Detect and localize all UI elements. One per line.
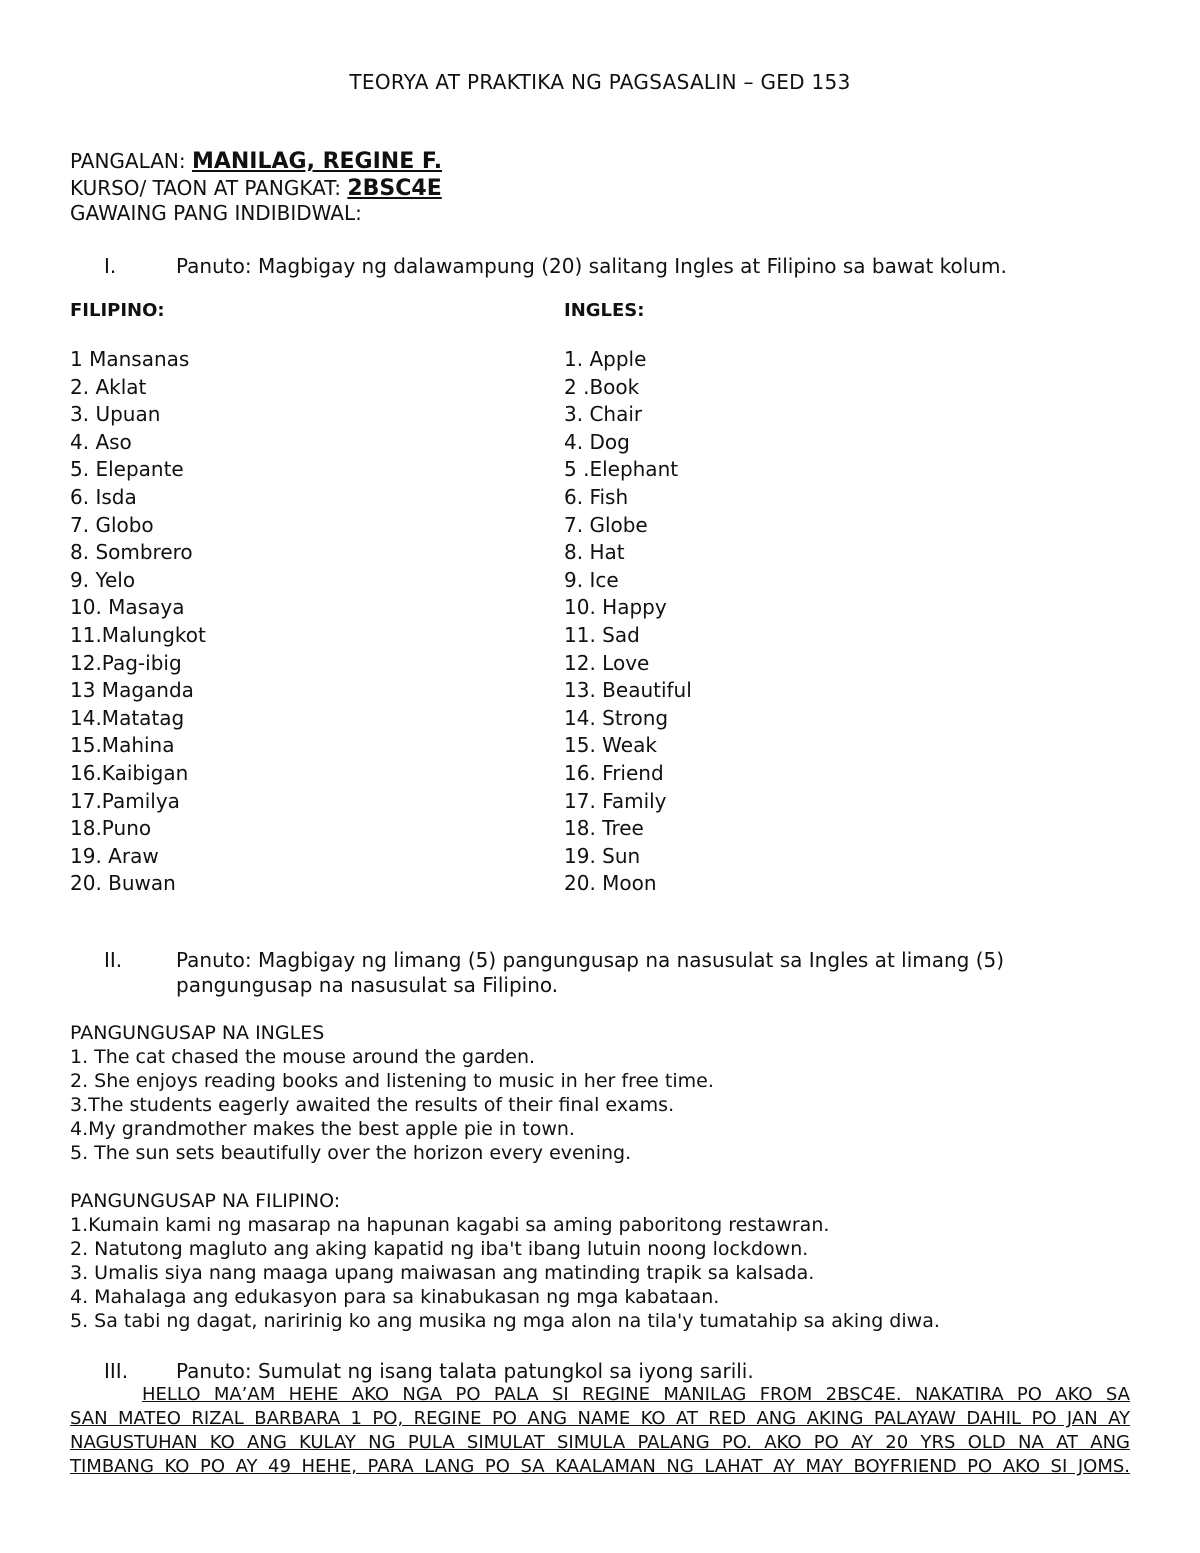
filipino-word-item: 20. Buwan	[70, 871, 176, 896]
filipino-word-item: 8. Sombrero	[70, 540, 193, 565]
english-word-item: 9. Ice	[564, 567, 619, 592]
english-sentence: 5. The sun sets beautifully over the horizon every evening.	[70, 1142, 632, 1164]
filipino-word-item: 5. Elepante	[70, 457, 184, 482]
english-word-item: 1. Apple	[564, 347, 647, 371]
filipino-sentence: 5. Sa tabi ng dagat, naririnig ko ang musika ng mga alon na tila'y tumatahip sa aking diwa.	[70, 1310, 940, 1332]
english-word-item: 12. Love	[564, 650, 650, 675]
english-word-list	[564, 346, 692, 898]
english-word-item: 8. Hat	[564, 540, 625, 565]
english-word-item: 16. Friend	[564, 760, 664, 785]
english-sentences-header: PANGUNGUSAP NA INGLES	[70, 1022, 325, 1044]
name-line	[70, 148, 442, 175]
filipino-word-item: 6. Isda	[70, 484, 137, 509]
part2-instruction-line2: pangungusap na nasusulat sa Filipino.	[176, 973, 559, 997]
filipino-sentence: 4. Mahalaga ang edukasyon para sa kinabukasan ng mga kabataan.	[70, 1286, 720, 1308]
filipino-word-item: 7. Globo	[70, 512, 154, 537]
filipino-word-item: 19. Araw	[70, 843, 159, 868]
english-word-item: 15. Weak	[564, 733, 657, 758]
course-value: 2BSC4E	[347, 176, 442, 201]
filipino-sentence: 3. Umalis siya nang maaga upang maiwasan ang matinding trapik sa kalsada.	[70, 1262, 815, 1284]
name-label: PANGALAN:	[70, 149, 186, 173]
english-sentence: 2. She enjoys reading books and listening to music in her free time.	[70, 1070, 714, 1092]
name-value: MANILAG, REGINE F.	[191, 149, 443, 174]
document-title: TEORYA AT PRAKTIKA NG PAGSASALIN – GED 153	[349, 70, 851, 94]
filipino-word-item: 15.Mahina	[70, 733, 175, 758]
filipino-word-item: 16.Kaibigan	[70, 760, 189, 785]
english-sentence: 1. The cat chased the mouse around the garden.	[70, 1046, 536, 1068]
english-word-item: 10. Happy	[564, 595, 667, 620]
english-sentence: 3.The students eagerly awaited the results of their final exams.	[70, 1094, 675, 1116]
english-column-header: INGLES:	[564, 300, 645, 321]
english-word-item: 4. Dog	[564, 429, 630, 454]
activity-label: GAWAING PANG INDIBIDWAL:	[70, 201, 362, 225]
paragraph-line: HELLO MA’AM HEHE AKO NGA PO PALA SI REGINE MANILAG FROM 2BSC4E. NAKATIRA PO AKO SA	[142, 1384, 1130, 1405]
filipino-column-header: FILIPINO:	[70, 300, 165, 321]
english-word-item: 14. Strong	[564, 705, 669, 730]
english-word-item: 5 .Elephant	[564, 457, 679, 482]
part2-numeral: II.	[104, 948, 123, 972]
filipino-sentence: 2. Natutong magluto ang aking kapatid ng iba't ibang lutuin noong lockdown.	[70, 1238, 809, 1260]
filipino-word-item: 2. Aklat	[70, 374, 147, 399]
paragraph-line: SAN MATEO RIZAL BARBARA 1 PO, REGINE PO ANG NAME KO AT RED ANG AKING PALAYAW DAHIL PO JAN AY	[70, 1408, 1130, 1429]
filipino-word-item: 4. Aso	[70, 429, 132, 454]
filipino-word-item: 11.Malungkot	[70, 622, 206, 647]
english-word-item: 7. Globe	[564, 512, 648, 537]
english-word-item: 2 .Book	[564, 374, 640, 399]
english-sentence: 4.My grandmother makes the best apple pie in town.	[70, 1118, 575, 1140]
filipino-word-item: 18.Puno	[70, 816, 152, 841]
part1-instruction: Panuto: Magbigay ng dalawampung (20) salitang Ingles at Filipino sa bawat kolum.	[176, 254, 1007, 278]
filipino-sentences-section	[70, 1189, 940, 1333]
paragraph-line: TIMBANG KO PO AY 49 HEHE, PARA LANG PO SA KAALAMAN NG LAHAT AY MAY BOYFRIEND PO AKO SI JOMS.	[70, 1456, 1130, 1477]
english-word-item: 11. Sad	[564, 622, 640, 647]
paragraph-line: NAGUSTUHAN KO ANG KULAY NG PULA SIMULAT SIMULA PALANG PO. AKO PO AY 20 YRS OLD NA AT ANG	[70, 1432, 1130, 1453]
english-word-item: 6. Fish	[564, 484, 629, 509]
filipino-word-item: 10. Masaya	[70, 595, 185, 620]
self-introduction-paragraph	[70, 1383, 1130, 1479]
course-label: KURSO/ TAON AT PANGKAT:	[70, 176, 341, 200]
english-word-item: 18. Tree	[564, 816, 644, 841]
filipino-word-item: 9. Yelo	[70, 567, 136, 592]
filipino-word-item: 14.Matatag	[70, 705, 185, 730]
english-word-item: 3. Chair	[564, 402, 643, 427]
filipino-sentence: 1.Kumain kami ng masarap na hapunan kagabi sa aming paboritong restawran.	[70, 1214, 830, 1236]
course-line	[70, 175, 442, 202]
filipino-word-item: 1 Mansanas	[70, 347, 190, 371]
part3-numeral: III.	[104, 1359, 129, 1383]
english-word-item: 19. Sun	[564, 843, 641, 868]
english-word-item: 20. Moon	[564, 871, 657, 896]
filipino-word-list	[70, 346, 206, 898]
filipino-word-item: 13 Maganda	[70, 678, 194, 703]
part2-instruction-line1: Panuto: Magbigay ng limang (5) pangungusap na nasusulat sa Ingles at limang (5)	[176, 948, 1005, 972]
part3-instruction: Panuto: Sumulat ng isang talata patungkol sa iyong sarili.	[176, 1359, 754, 1383]
filipino-word-item: 3. Upuan	[70, 402, 161, 427]
english-word-item: 17. Family	[564, 788, 667, 813]
filipino-sentences-header: PANGUNGUSAP NA FILIPINO:	[70, 1190, 341, 1212]
filipino-word-item: 12.Pag-ibig	[70, 650, 182, 675]
english-sentences-section	[70, 1021, 714, 1165]
filipino-word-item: 17.Pamilya	[70, 788, 180, 813]
english-word-item: 13. Beautiful	[564, 678, 692, 703]
part1-numeral: I.	[104, 254, 117, 278]
